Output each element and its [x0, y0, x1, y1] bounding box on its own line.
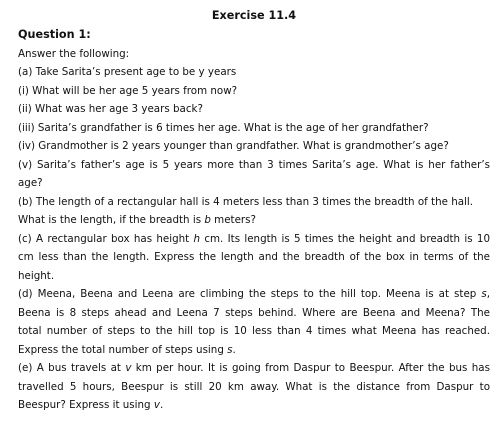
text-line: [18, 378, 490, 397]
text-line: [18, 248, 490, 267]
text-run: height.: [18, 269, 55, 282]
text-run: meters?: [210, 214, 256, 226]
question-body: [18, 45, 490, 415]
text-line: [18, 285, 490, 304]
text-run: Answer the following:: [18, 47, 130, 60]
text-line: [18, 359, 490, 378]
text-line: [18, 211, 490, 230]
text-run: Express the total number of steps using: [18, 343, 228, 356]
text-line: [18, 193, 490, 212]
text-run: age?: [18, 177, 43, 189]
text-run: (e) A bus travels at: [18, 362, 126, 374]
text-line: [18, 322, 490, 341]
text-run: What is the length, if the breadth is: [18, 214, 205, 226]
text-run: Beena is 8 steps ahead and Leena 7 steps behind. Where are Beena and Meena? The: [18, 306, 490, 319]
italic-variable: h: [193, 232, 201, 245]
text-line: [18, 137, 490, 156]
text-run: cm less than the length. Express the length and the breadth of the box in terms of the: [18, 251, 490, 263]
text-run: km per hour. It is going from Daspur to Beespur. After the bus has: [131, 362, 490, 374]
text-run: (iii) Sarita’s grandfather is 6 times her age. What is the age of her grandfather?: [18, 121, 429, 134]
italic-variable: v: [153, 399, 160, 411]
text-line: [18, 341, 490, 360]
text-line: [18, 45, 490, 64]
text-run: .: [159, 399, 164, 411]
italic-variable: s: [227, 343, 233, 356]
text-line: [18, 396, 490, 415]
italic-variable: b: [204, 214, 211, 226]
text-run: ,: [486, 288, 490, 300]
text-run: (c) A rectangular box has height: [18, 232, 194, 245]
text-line: [18, 174, 490, 193]
text-run: travelled 5 hours, Beespur is still 20 km away. What is the distance from Daspur to: [18, 380, 490, 393]
text-line: [18, 100, 490, 119]
text-line: [18, 230, 490, 249]
text-run: (v) Sarita’s father’s age is 5 years more than 3 times Sarita’s age. What is her father’s: [18, 158, 490, 171]
text-run: (b) The length of a rectangular hall is 4 meters less than 3 times the breadth of the hall.: [18, 195, 474, 208]
text-run: (ii) What was her age 3 years back?: [18, 103, 203, 115]
text-run: (a) Take Sarita’s present age to be y years: [18, 66, 237, 78]
text-line: [18, 82, 490, 101]
text-line: [18, 267, 490, 286]
text-run: total number of steps to the hill top is 10 less than 4 times what Meena has reached.: [18, 325, 490, 337]
text-run: (d) Meena, Beena and Leena are climbing the steps to the hill top. Meena is at step: [18, 288, 482, 300]
exercise-title: Exercise 11.4: [211, 9, 297, 22]
text-run: Beespur? Express it using: [18, 399, 154, 411]
question-heading: Question 1:: [18, 28, 91, 41]
text-run: (iv) Grandmother is 2 years younger than grandfather. What is grandmother’s age?: [18, 140, 449, 152]
italic-variable: v: [125, 362, 132, 374]
text-run: (i) What will be her age 5 years from now?: [18, 84, 238, 97]
text-run: .: [232, 343, 236, 356]
text-line: [18, 119, 490, 138]
text-line: [18, 304, 490, 323]
text-line: [18, 156, 490, 175]
text-run: cm. Its length is 5 times the height and breadth is 10: [200, 232, 490, 245]
text-line: [18, 63, 490, 82]
italic-variable: s: [481, 288, 487, 300]
